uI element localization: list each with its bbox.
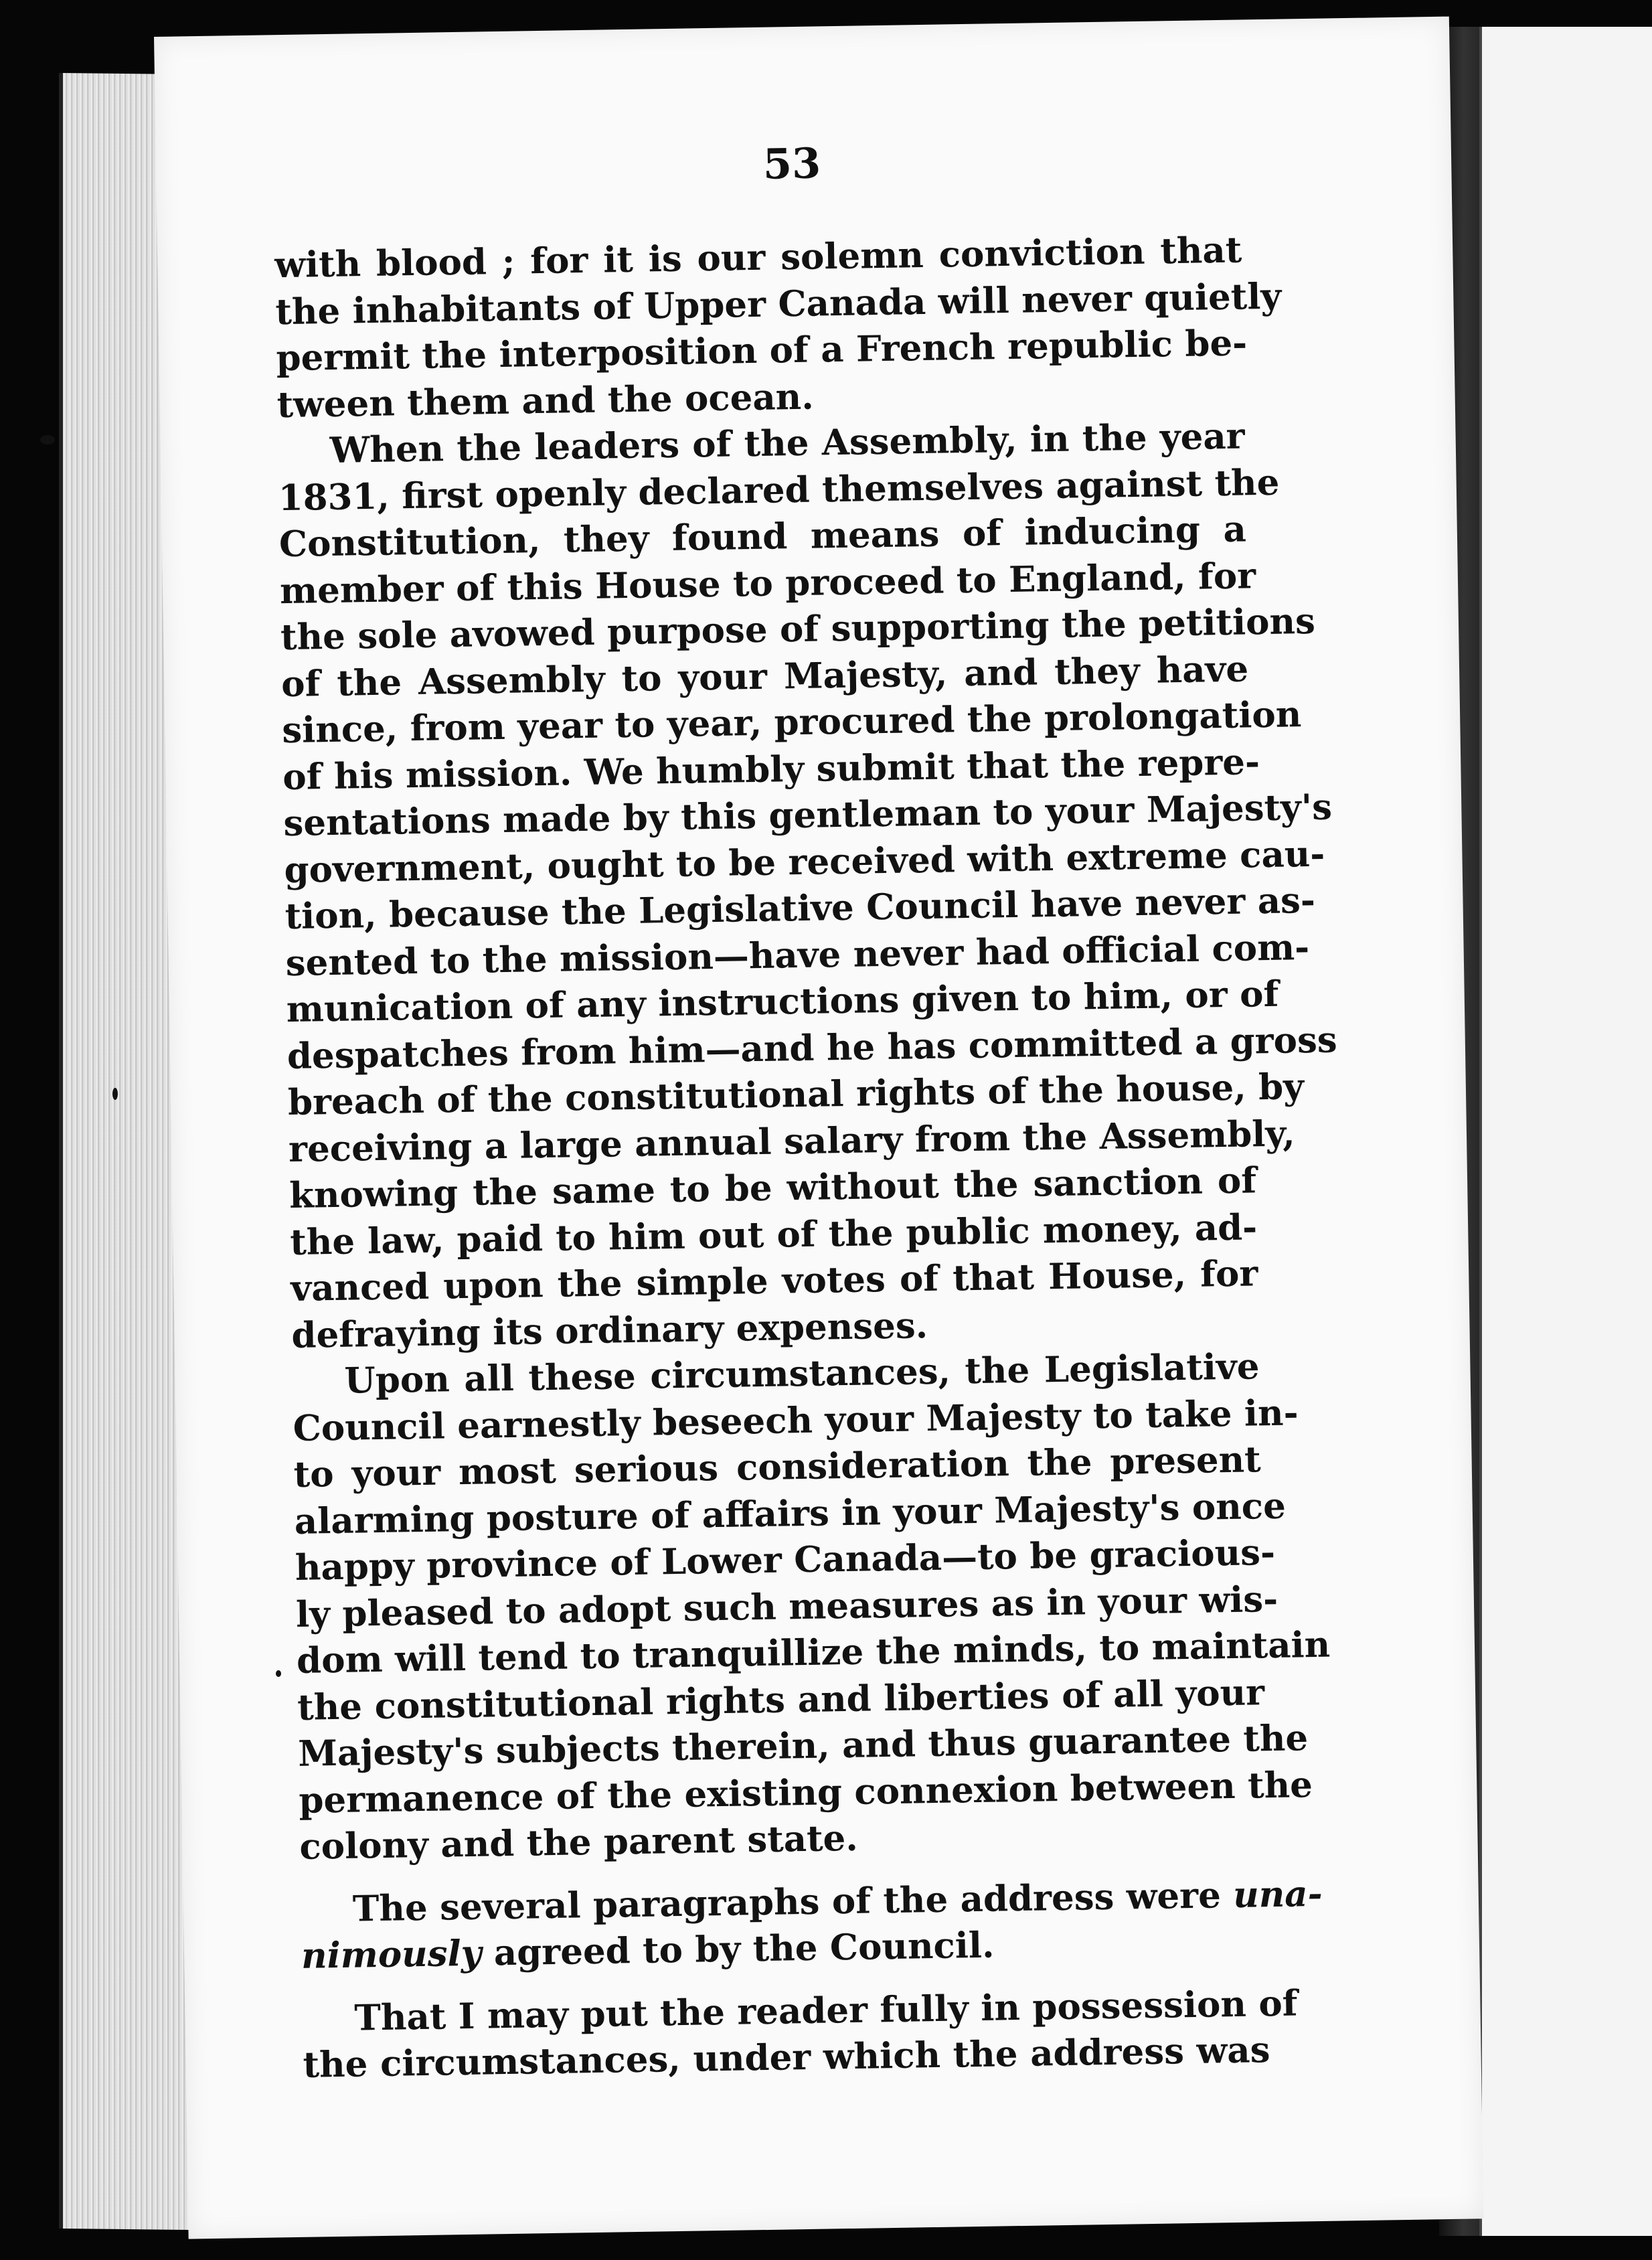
text-line: defraying its ordinary expenses. <box>291 1304 928 1356</box>
text-line: permanence of the existing connexion between the <box>298 1763 1313 1822</box>
text-line-italic: una- <box>1232 1872 1323 1916</box>
text-line: sented to the mission—have never had official com- <box>285 926 1310 984</box>
text-line: That I may put the reader fully in possession of <box>354 1982 1298 2039</box>
page-body-text <box>274 228 1338 2089</box>
scan-speck <box>276 1670 281 1677</box>
text-line: the circumstances, under which the address was <box>303 2029 1270 2086</box>
text-line: sentations made by this gentleman to your Majesty's <box>282 786 1333 845</box>
text-line: vanced upon the simple votes of that House, for <box>290 1253 1258 1310</box>
text-line: tween them and the ocean. <box>276 376 815 426</box>
text-line: alarming posture of affairs in your Majesty's once <box>294 1485 1287 1542</box>
text-line: Majesty's subjects therein, and thus guarantee the <box>297 1717 1309 1775</box>
text-line: of the Assembly to your Majesty, and they have <box>280 647 1249 705</box>
text-line: the law, paid to him out of the public money, ad- <box>289 1206 1258 1263</box>
text-line: permit the interposition of a French republic be- <box>276 322 1248 380</box>
page-number: 53 <box>762 139 821 189</box>
text-line: knowing the same to be without the sanction of <box>288 1159 1257 1217</box>
text-line-plain: The several paragraphs of the address were <box>352 1874 1234 1930</box>
text-line-italic: nimously <box>301 1932 482 1977</box>
text-line: Constitution, they found means of inducing a <box>278 508 1247 566</box>
text-line: with blood ; for it is our solemn conviction that <box>274 229 1242 287</box>
text-line: Upon all these circumstances, the Legislative <box>344 1346 1260 1402</box>
book-page <box>154 17 1483 2239</box>
text-line: When the leaders of the Assembly, in the year <box>329 415 1246 471</box>
scan-speck <box>40 435 55 445</box>
text-line-plain: agreed to by the Council. <box>481 1924 995 1974</box>
text-line: of his mission. We humbly submit that the repre- <box>282 740 1260 798</box>
text-line: the constitutional rights and liberties of all your <box>297 1671 1265 1728</box>
scan-speck <box>112 1088 118 1100</box>
text-line: ly pleased to adopt such measures as in your wis- <box>295 1578 1278 1635</box>
text-line: despatches from him—and he has committed a gross <box>286 1018 1338 1077</box>
text-line: 1831, first openly declared themselves against the <box>278 461 1280 519</box>
text-line: Council earnestly beseech your Majesty to take in- <box>293 1391 1299 1449</box>
text-line: dom will tend to tranquillize the minds, to maintain <box>296 1623 1331 1682</box>
text-line: colony and the parent state. <box>299 1817 859 1868</box>
text-line: member of this House to proceed to England, for <box>279 554 1256 612</box>
text-line: to your most serious consideration the present <box>293 1439 1262 1496</box>
text-line: breach of the constitutional rights of the house, by <box>287 1066 1305 1124</box>
text-line: since, from year to year, procured the prolongation <box>281 694 1302 752</box>
facing-page <box>1479 27 1652 2236</box>
text-line: the sole avowed purpose of supporting the petitions <box>280 600 1316 659</box>
text-line: happy province of Lower Canada—to be gracious- <box>295 1531 1276 1589</box>
text-line: tion, because the Legislative Council have never as- <box>284 879 1316 938</box>
text-line: munication of any instructions given to him, or of <box>286 973 1279 1031</box>
text-line: government, ought to be received with extreme cau- <box>284 833 1325 891</box>
text-line: the inhabitants of Upper Canada will never quietly <box>274 275 1282 333</box>
text-line: receiving a large annual salary from the Assembly, <box>288 1112 1296 1170</box>
